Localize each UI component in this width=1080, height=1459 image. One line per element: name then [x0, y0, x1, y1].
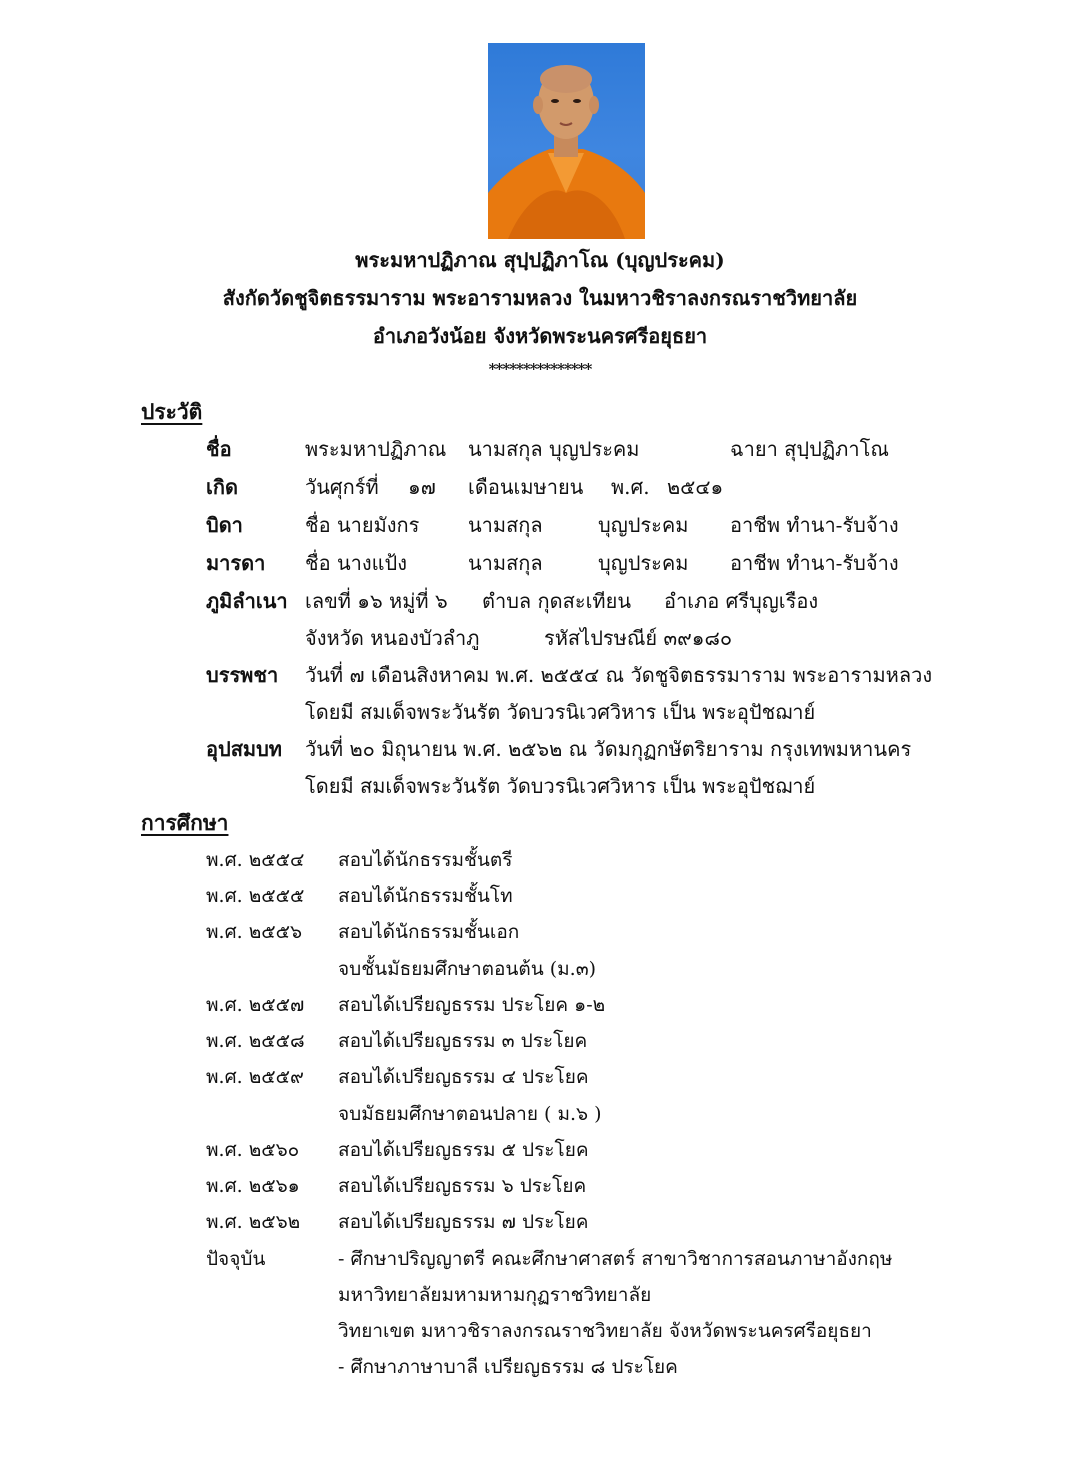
education-year: พ.ศ. ๒๕๕๘ — [206, 1030, 305, 1052]
education-item: สอบได้เปรียญธรรม ๖ ประโยค — [338, 1175, 587, 1197]
education-item: สอบได้นักธรรมชั้นโท — [338, 885, 513, 907]
education-item: สอบได้เปรียญธรรม ๔ ประโยค — [338, 1066, 589, 1088]
ordination-line-1: วันที่ ๗ เดือนสิงหาคม พ.ศ. ๒๕๕๔ ณ วัดชูจิตธรรมาราม พระอารามหลวง — [305, 663, 933, 687]
section-title-education: การศึกษา — [141, 810, 229, 835]
education-item: สอบได้เปรียญธรรม ๗ ประโยค — [338, 1211, 589, 1233]
portrait-photo — [488, 43, 645, 239]
education-item: จบชั้นมัธยมศึกษาตอนต้น (ม.๓) — [338, 958, 597, 980]
header-location: อำเภอวังน้อย จังหวัดพระนครศรีอยุธยา — [372, 324, 708, 348]
born-era: พ.ศ. — [611, 475, 650, 499]
education-year: พ.ศ. ๒๕๕๕ — [206, 885, 305, 907]
mother-surname-label: นามสกุล — [468, 551, 543, 575]
header-divider: *************** — [488, 360, 592, 378]
born-label: เกิด — [206, 475, 238, 499]
education-item: มหาวิทยาลัยมหามหามกุฏราชวิทยาลัย — [338, 1284, 652, 1306]
education-item: สอบได้เปรียญธรรม ๕ ประโยค — [338, 1139, 589, 1161]
father-surname: บุญประคม — [598, 513, 689, 537]
name-value: พระมหาปฏิภาณ — [305, 437, 447, 461]
born-day: วันศุกร์ที่ — [305, 475, 379, 499]
hometown-postcode: รหัสไปรษณีย์ ๓๙๑๘๐ — [544, 626, 733, 650]
hometown-number: เลขที่ ๑๖ หมู่ที่ ๖ — [305, 589, 448, 613]
father-name: ชื่อ นายมังกร — [305, 513, 420, 537]
header-affiliation: สังกัดวัดชูจิตธรรมาราม พระอารามหลวง ในมหาวชิราลงกรณราชวิทยาลัย — [222, 286, 858, 310]
born-year: ๒๕๔๑ — [667, 475, 724, 499]
education-year: พ.ศ. ๒๕๖๑ — [206, 1175, 300, 1197]
education-year: พ.ศ. ๒๕๖๒ — [206, 1211, 301, 1233]
header-name: พระมหาปฏิภาณ สุปฺปฏิภาโณ (บุญประคม) — [355, 248, 725, 272]
ordination-line-2: โดยมี สมเด็จพระวันรัต วัดบวรนิเวศวิหาร เป็น พระอุปัชฌาย์ — [305, 700, 816, 724]
education-year: พ.ศ. ๒๕๕๖ — [206, 921, 303, 943]
mother-job: อาชีพ ทำนา-รับจ้าง — [730, 551, 899, 575]
education-current-label: ปัจจุบัน — [206, 1248, 266, 1270]
born-month: เดือนเมษายน — [468, 475, 584, 499]
name-label: ชื่อ — [206, 437, 232, 461]
education-year: พ.ศ. ๒๕๕๗ — [206, 994, 305, 1016]
born-date: ๑๗ — [408, 475, 436, 499]
education-item: วิทยาเขต มหาวชิราลงกรณราชวิทยาลัย จังหวัดพระนครศรีอยุธยา — [338, 1320, 872, 1342]
hometown-amphoe: อำเภอ ศรีบุญเรือง — [664, 589, 819, 613]
surname-value: นามสกุล บุญประคม — [468, 437, 640, 461]
hometown-province: จังหวัด หนองบัวลำภู — [305, 626, 480, 650]
mother-name: ชื่อ นางแป้ง — [305, 551, 407, 575]
education-item: สอบได้เปรียญธรรม ๓ ประโยค — [338, 1030, 588, 1052]
alias-value: ฉายา สุปฺปฏิภาโณ — [730, 437, 889, 461]
father-job: อาชีพ ทำนา-รับจ้าง — [730, 513, 899, 537]
education-item: - ศึกษาภาษาบาลี เปรียญธรรม ๘ ประโยค — [338, 1356, 678, 1378]
education-item: จบมัธยมศึกษาตอนปลาย ( ม.๖ ) — [338, 1103, 602, 1125]
education-year: พ.ศ. ๒๕๕๔ — [206, 849, 305, 871]
section-title-biography: ประวัติ — [141, 399, 203, 424]
ordination-label: บรรพชา — [206, 663, 279, 687]
father-surname-label: นามสกุล — [468, 513, 543, 537]
upasampada-line-2: โดยมี สมเด็จพระวันรัต วัดบวรนิเวศวิหาร เป็น พระอุปัชฌาย์ — [305, 774, 816, 798]
mother-surname: บุญประคม — [598, 551, 689, 575]
education-item: สอบได้นักธรรมชั้นตรี — [338, 849, 513, 871]
hometown-label: ภูมิลำเนา — [206, 589, 288, 613]
education-year: พ.ศ. ๒๕๖๐ — [206, 1139, 300, 1161]
mother-label: มารดา — [206, 551, 266, 575]
education-item: สอบได้นักธรรมชั้นเอก — [338, 921, 520, 943]
upasampada-line-1: วันที่ ๒๐ มิถุนายน พ.ศ. ๒๕๖๒ ณ วัดมกุฏกษัตริยาราม กรุงเทพมหานคร — [305, 737, 912, 761]
upasampada-label: อุปสมบท — [206, 737, 282, 761]
education-item: - ศึกษาปริญญาตรี คณะศึกษาศาสตร์ สาขาวิชาการสอนภาษาอังกฤษ — [338, 1248, 893, 1270]
hometown-tambon: ตำบล กุดสะเทียน — [482, 589, 631, 613]
father-label: บิดา — [206, 513, 243, 537]
education-year: พ.ศ. ๒๕๕๙ — [206, 1066, 304, 1088]
education-item: สอบได้เปรียญธรรม ประโยค ๑-๒ — [338, 994, 606, 1016]
